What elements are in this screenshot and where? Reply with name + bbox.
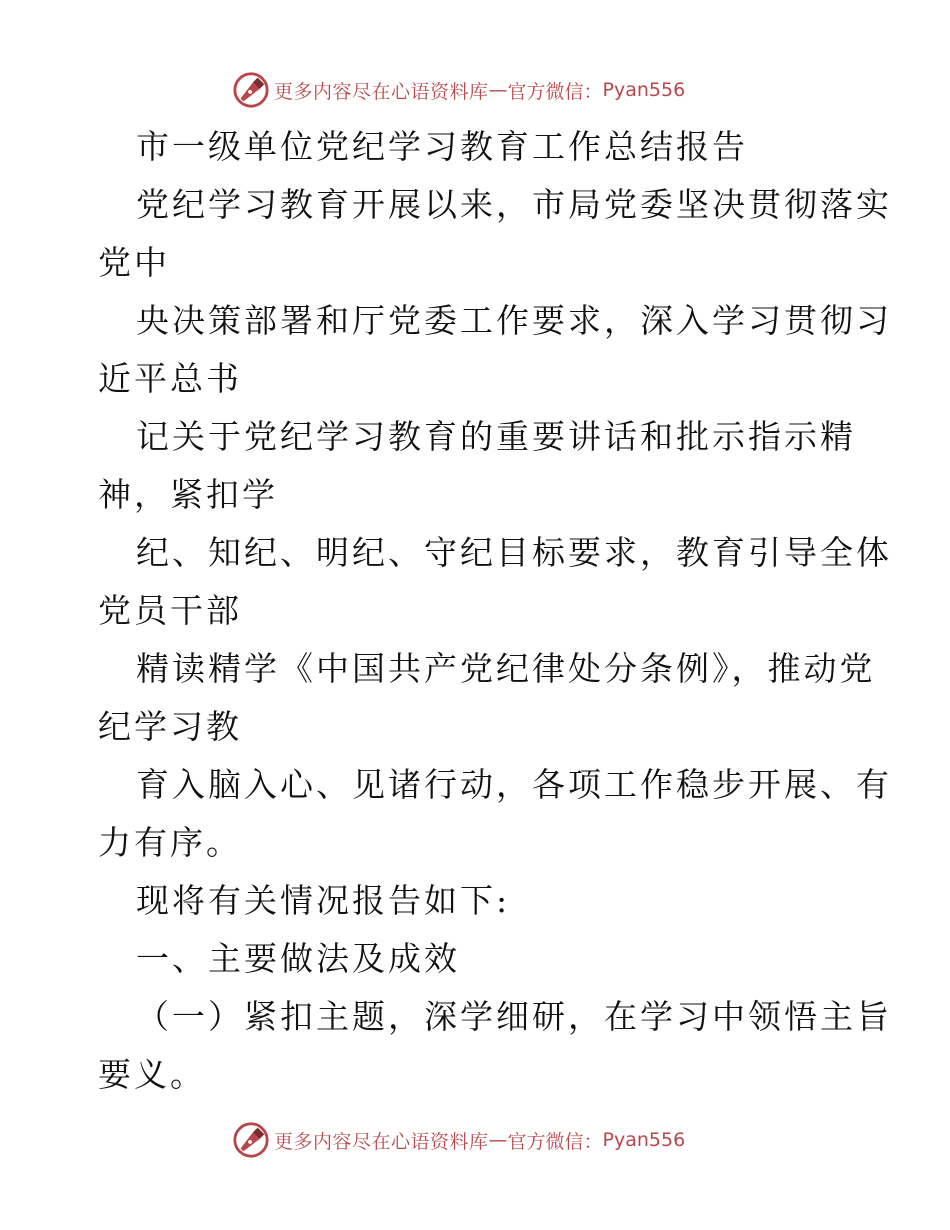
paragraph-line: 记关于党纪学习教育的重要讲话和批示指示精 xyxy=(136,417,856,456)
header-banner xyxy=(232,70,685,110)
paragraph-line: 育入脑入心、见诸行动，各项工作稳步开展、有 xyxy=(136,765,892,804)
paragraph-line: 党员干部 xyxy=(98,591,242,630)
paragraph-line: 现将有关情况报告如下: xyxy=(136,881,511,920)
paragraph-line: 精读精学《中国共产党纪律处分条例》，推动党 xyxy=(136,649,876,688)
paragraph-line: 纪、知纪、明纪、守纪目标要求，教育引导全体 xyxy=(136,533,892,572)
subsection-heading-continuation: 要义。 xyxy=(98,1055,206,1094)
banner-wechat-label: 官方微信： xyxy=(507,80,603,103)
section-heading: 一、主要做法及成效 xyxy=(136,939,460,978)
paragraph-line: 纪学习教 xyxy=(98,707,242,746)
paragraph-line: 神，紧扣学 xyxy=(98,475,278,514)
banner-wechat-id: Pyan556 xyxy=(602,79,686,101)
banner-text: 更多内容尽在心语资料库 xyxy=(274,1130,489,1153)
subsection-heading: （一）紧扣主题，深学细研，在学习中领悟主旨 xyxy=(136,997,892,1036)
footer-banner xyxy=(232,1120,685,1160)
banner-wechat-label: 官方微信： xyxy=(507,1130,603,1153)
banner-separator: — xyxy=(488,79,508,101)
pen-nib-logo-icon xyxy=(232,71,270,109)
banner-separator: — xyxy=(488,1129,508,1151)
paragraph-line: 党纪学习教育开展以来，市局党委坚决贯彻落实 xyxy=(136,185,892,224)
paragraph-line: 力有序。 xyxy=(98,823,242,862)
banner-text: 更多内容尽在心语资料库 xyxy=(274,80,489,103)
document-title: 市一级单位党纪学习教育工作总结报告 xyxy=(136,127,748,166)
document-body xyxy=(98,118,892,1104)
paragraph-line: 近平总书 xyxy=(98,359,242,398)
pen-nib-logo-icon xyxy=(232,1121,270,1159)
paragraph-line: 党中 xyxy=(98,243,170,282)
paragraph-line: 央决策部署和厅党委工作要求，深入学习贯彻习 xyxy=(136,301,892,340)
banner-wechat-id: Pyan556 xyxy=(602,1129,686,1151)
